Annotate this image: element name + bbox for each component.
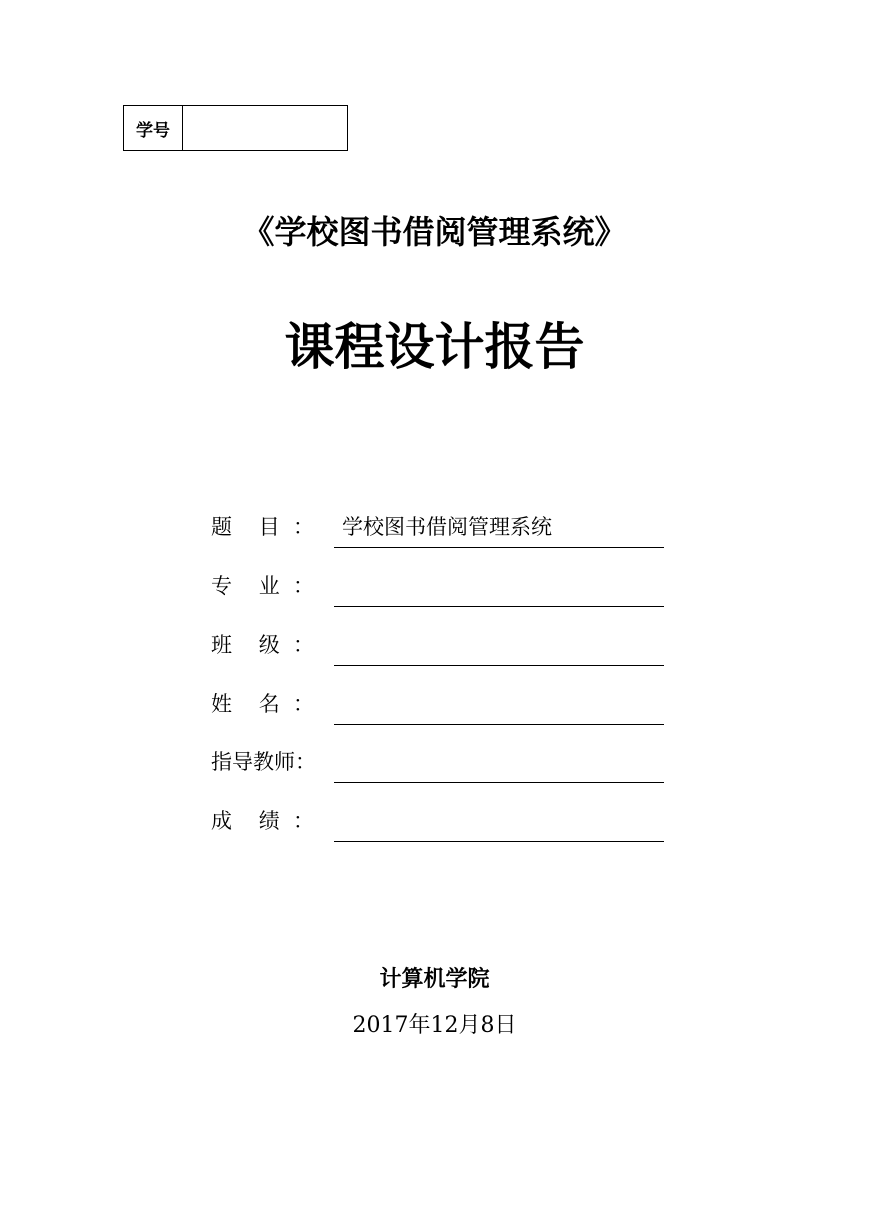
field-label-grade: 成 绩 ： bbox=[211, 809, 315, 833]
college-name: 计算机学院 bbox=[379, 967, 490, 992]
field-input-topic[interactable] bbox=[334, 508, 664, 548]
field-row-advisor bbox=[211, 743, 671, 783]
student-id-field[interactable] bbox=[183, 106, 347, 150]
field-input-major[interactable] bbox=[334, 567, 664, 607]
field-label-class: 班 级 ： bbox=[211, 633, 315, 657]
student-id-box bbox=[123, 105, 348, 151]
field-input-grade[interactable] bbox=[334, 802, 664, 842]
field-row-grade bbox=[211, 802, 671, 842]
field-label-topic: 题 目 ： bbox=[211, 515, 315, 539]
field-row-topic bbox=[211, 508, 671, 548]
field-label-advisor: 指导教师： bbox=[211, 750, 316, 774]
field-row-major bbox=[211, 567, 671, 607]
field-value-topic: 学校图书借阅管理系统 bbox=[342, 515, 552, 539]
field-row-name bbox=[211, 685, 671, 725]
field-label-name: 姓 名 ： bbox=[211, 692, 315, 716]
field-input-name[interactable] bbox=[334, 685, 664, 725]
book-title: 《学校图书借阅管理系统》 bbox=[242, 213, 627, 251]
report-date: 2017年12月8日 bbox=[352, 1013, 517, 1038]
field-input-class[interactable] bbox=[334, 626, 664, 666]
student-id-label: 学号 bbox=[124, 106, 183, 150]
field-label-major: 专 业 ： bbox=[211, 574, 315, 598]
field-row-class bbox=[211, 626, 671, 666]
report-title: 课程设计报告 bbox=[284, 318, 585, 376]
field-input-advisor[interactable] bbox=[334, 743, 664, 783]
